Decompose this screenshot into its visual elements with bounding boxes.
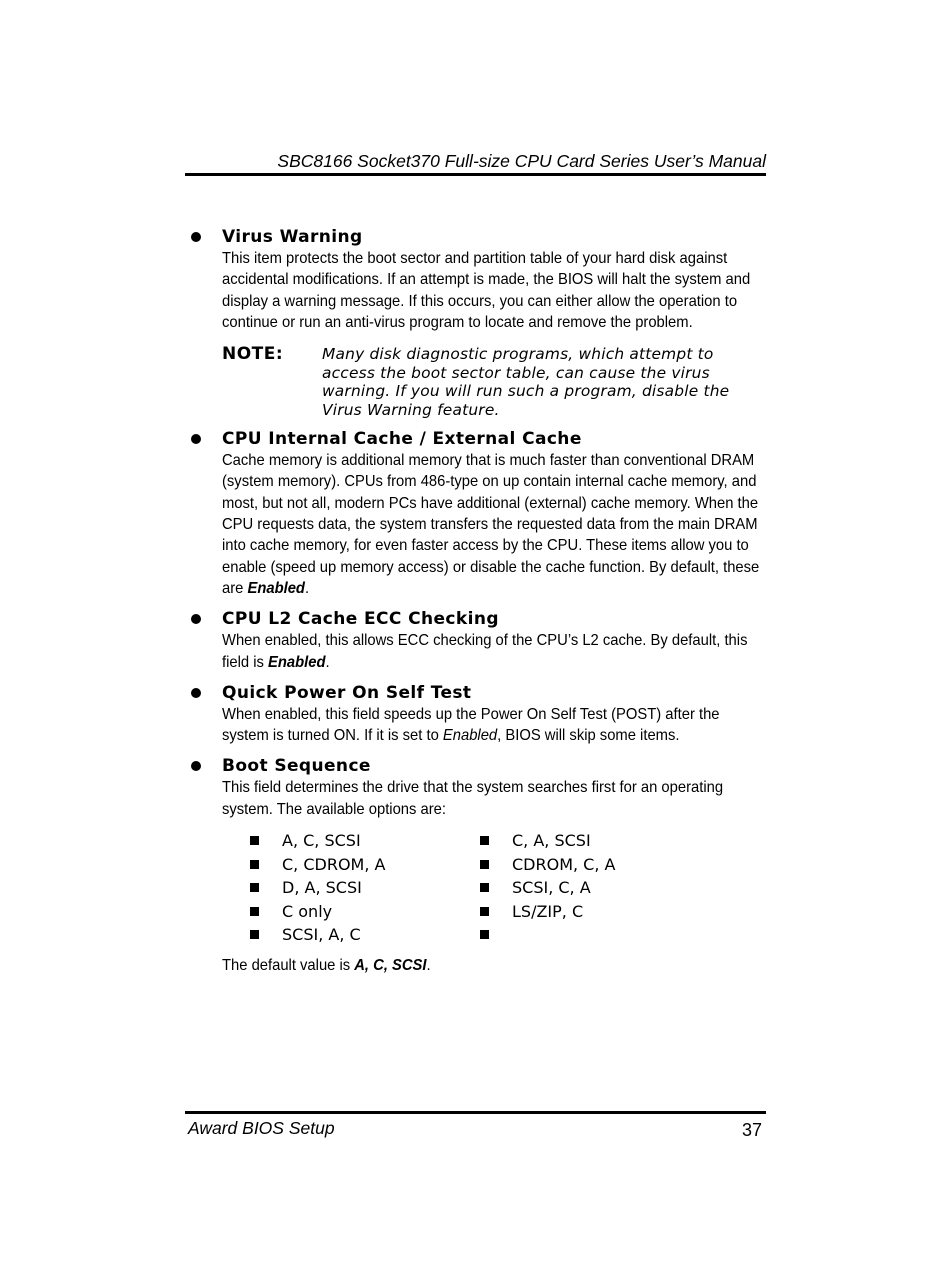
option-label: C, CDROM, A (282, 854, 386, 874)
boot-options-list (250, 829, 776, 947)
boot-option (250, 900, 480, 924)
boot-option (480, 829, 710, 853)
note-text: Many disk diagnostic programs, which attempt to access the boot sector table, can cause the virus warning. If you will run such a program, disable the Virus Warning feature. (322, 345, 730, 419)
option-label: LS/ZIP, C (512, 901, 584, 921)
default-emphasis: Enabled (268, 653, 326, 671)
boot-option (480, 876, 710, 900)
boot-option (480, 853, 710, 877)
option-label: C, A, SCSI (512, 831, 591, 851)
section-title: CPU Internal Cache / External Cache (222, 429, 582, 450)
note-label: NOTE: (222, 344, 284, 365)
body-end: . (325, 653, 330, 671)
bullet-icon (191, 614, 201, 624)
footer-section-title: Award BIOS Setup (188, 1118, 335, 1138)
square-bullet-icon (250, 930, 259, 939)
section-body (222, 630, 766, 673)
boot-option (250, 829, 480, 853)
option-label: SCSI, A, C (282, 925, 361, 945)
default-suffix: . (426, 957, 431, 975)
square-bullet-icon (250, 883, 259, 892)
section-boot-sequence (186, 755, 776, 976)
body-end: , BIOS will skip some items. (497, 727, 680, 745)
bullet-icon (191, 232, 201, 242)
square-bullet-icon (250, 860, 259, 869)
running-header: SBC8166 Socket370 Full-size CPU Card Series User’s Manual (277, 151, 766, 171)
body-end: . (304, 579, 310, 597)
body-text: When enabled, this allows ECC checking of the CPU’s L2 cache. By default, this field is (222, 632, 748, 671)
section-l2-ecc (186, 608, 776, 673)
section-body (222, 704, 766, 747)
option-label: A, C, SCSI (282, 831, 361, 851)
boot-option (250, 853, 480, 877)
note-block (222, 345, 776, 419)
default-emphasis: Enabled (247, 579, 305, 597)
boot-option (250, 923, 480, 947)
section-cpu-cache (186, 428, 776, 599)
bullet-icon (191, 761, 201, 771)
enabled-emphasis: Enabled (442, 727, 498, 745)
section-title: Quick Power On Self Test (222, 682, 472, 703)
option-label: D, A, SCSI (282, 878, 362, 898)
section-body (222, 450, 766, 599)
boot-option (480, 900, 710, 924)
page-content (186, 226, 776, 985)
section-body: This field determines the drive that the system searches first for an operating system. The available options are: (222, 779, 724, 818)
square-bullet-icon (480, 907, 489, 916)
header-rule (185, 173, 766, 176)
body-text: When enabled, this field speeds up the Power On Self Test (POST) after the system is turned ON. If it is set to (222, 705, 720, 745)
bullet-icon (191, 434, 201, 444)
option-label: CDROM, C, A (512, 854, 616, 874)
square-bullet-icon (250, 907, 259, 916)
default-value-line (222, 955, 766, 976)
body-text: Cache memory is additional memory that is much faster than conventional DRAM (system memory). CPUs from 486-type on up contain internal cache memory, and most, but not all, modern PCs have additional (external) cache memory. When the CPU requests data, the system transfers the requested data from the main DRAM into cache memory, for even faster access by the CPU. These items allow you to enable (speed up memory access) or disable the cache function. By default, these are (222, 452, 760, 597)
default-prefix: The default value is (222, 957, 355, 975)
section-body: This item protects the boot sector and partition table of your hard disk against accidental modifications. If an attempt is made, the BIOS will halt the system and display a warning message. If this occurs, you can either allow the operation to continue or run an anti-virus program to locate and remove the problem. (222, 250, 751, 331)
bullet-icon (191, 688, 201, 698)
option-label: SCSI, C, A (512, 878, 591, 898)
default-value: A, C, SCSI (354, 957, 427, 975)
square-bullet-icon (480, 883, 489, 892)
section-virus-warning (186, 226, 776, 419)
square-bullet-icon (250, 836, 259, 845)
boot-option (480, 923, 710, 947)
boot-option (250, 876, 480, 900)
square-bullet-icon (480, 836, 489, 845)
footer-rule (185, 1111, 766, 1114)
square-bullet-icon (480, 860, 489, 869)
section-title: Virus Warning (222, 227, 363, 247)
option-label: C only (282, 901, 333, 921)
section-title: CPU L2 Cache ECC Checking (222, 609, 499, 630)
page-number: 37 (741, 1120, 762, 1140)
square-bullet-icon (480, 930, 489, 939)
section-quick-post (186, 682, 776, 747)
section-title: Boot Sequence (222, 756, 371, 777)
